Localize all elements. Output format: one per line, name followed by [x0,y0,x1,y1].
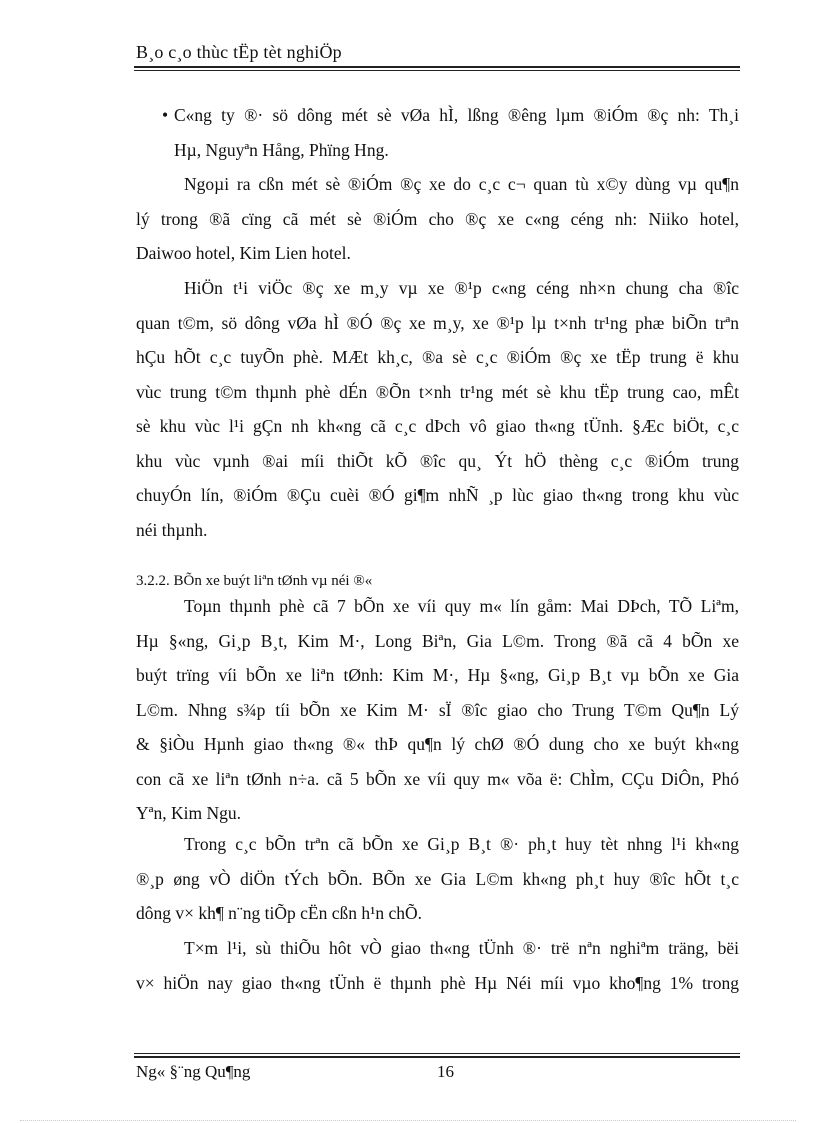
paragraph [136,589,739,831]
text-line: Toµn thµnh phè cã 7 bÕn xe víi quy m« lín gåm: Mai DÞch, TÕ Liªm, [184,596,739,616]
text-line: sè khu vùc l¹i gÇn nh kh«ng cã c¸c dÞch vô giao th«ng tÜnh. §Æc biÖt, c¸c [136,416,739,436]
text-line: v× hiÖn nay giao th«ng tÜnh ë thµnh phè Hµ Néi míi vµo kho¶ng 1% trong [136,972,739,993]
text-line: L©m. Nhng s¾p tíi bÕn xe Kim M· sÏ ®îc giao cho Trung T©m Qu¶n Lý [136,699,739,720]
section-heading: 3.2.2. BÕn xe buýt liªn tØnh vµ néi ®« [136,573,373,589]
header-title: B¸o c¸o thùc tËp tèt nghiÖp [136,42,342,62]
page-edge-divider [20,1120,796,1121]
footer-author: Ng« §¨ng Qu¶ng [136,1062,251,1081]
paragraph [136,271,739,547]
text-line: Yªn, Kim Ngu. [136,803,241,823]
text-line: buýt trïng víi bÕn xe liªn tØnh: Kim M·, Hµ §«ng, Gi¸p B¸t vµ bÕn xe Gia [136,665,739,685]
page-number: 16 [437,1062,454,1081]
text-line: Ngoµi ra cßn mét sè ®iÓm ®ç xe do c¸c c¬ quan tù x©y dùng vµ qu¶n [184,174,739,194]
text-line: ®¸p øng vÒ diÖn tÝch bÕn. BÕn xe Gia L©m kh«ng ph¸t huy ®îc hÕt t¸c [136,868,739,889]
text-line: T×m l¹i, sù thiÕu hôt vÒ giao th«ng tÜnh ®· trë nªn nghiªm träng, bëi [184,938,739,958]
text-line: C«ng ty ®· sö dông mét sè vØa hÌ, lßng ®êng lµm ®iÓm ®ç nh: Th¸i [174,105,739,125]
paragraph [136,167,739,271]
bullet-line [136,98,739,133]
text-line: hÇu hÕt c¸c tuyÕn phè. MÆt kh¸c, ®a sè c¸c ®iÓm ®ç xe tËp trung ë khu [136,347,739,367]
header-rule-thin [134,70,740,71]
text-line: con cã xe liªn tØnh n÷a. cã 5 bÕn xe víi quy m« võa ë: ChÌm, CÇu DiÔn, Phó [136,768,739,789]
text-line: vùc trung t©m thµnh phè dÉn ®Õn t×nh tr¹ng mét sè khu tËp trung cao, mÊt [136,381,739,402]
header-rule-thick [134,66,740,68]
text-line: HiÖn t¹i viÖc ®ç xe m¸y vµ xe ®¹p c«ng céng nh×n chung cha ®îc [184,278,739,298]
text-line: dông v× kh¶ n¨ng tiÕp cËn cßn h¹n chÕ. [136,903,422,923]
text-line: Hµ, Nguyªn Hång, Phïng Hng. [174,139,389,160]
text-line: lý trong ®ã cïng cã mét sè ®iÓm cho ®ç xe c«ng céng nh: Niiko hotel, [136,208,739,229]
text-line: khu vùc vµnh ®ai míi thiÕt kÕ ®îc qu¸ Ýt hÖ thèng c¸c ®iÓm trung [136,450,739,471]
text-line: Trong c¸c bÕn trªn cã bÕn xe Gi¸p B¸t ®· ph¸t huy tèt nhng l¹i kh«ng [184,834,739,854]
footer-rule-thin [134,1053,740,1054]
text-line: Hµ §«ng, Gi¸p B¸t, Kim M·, Long Biªn, Gia L©m. Trong ®ã cã 4 bÕn xe [136,630,739,651]
bullet-paragraph [136,98,739,167]
bullet-dot-icon: • [162,105,169,125]
paragraph [136,827,739,931]
text-line: Daiwoo hotel, Kim Lien hotel. [136,243,351,263]
text-line: & §iÒu Hµnh giao th«ng ®« thÞ qu¶n lý chØ ®Ó dung cho xe buýt kh«ng [136,734,739,754]
text-line: chuyÓn lín, ®iÓm ®Çu cuèi ®Ó gi¶m nhÑ ¸p lùc giao th«ng trong khu vùc [136,485,739,505]
text-line: quan t©m, sö dông vØa hÌ ®Ó ®ç xe m¸y, xe ®¹p lµ t×nh tr¹ng phæ biÕn trªn [136,312,739,333]
footer-rule-thick [134,1056,740,1058]
paragraph [136,931,739,1000]
text-line: néi thµnh. [136,519,208,540]
